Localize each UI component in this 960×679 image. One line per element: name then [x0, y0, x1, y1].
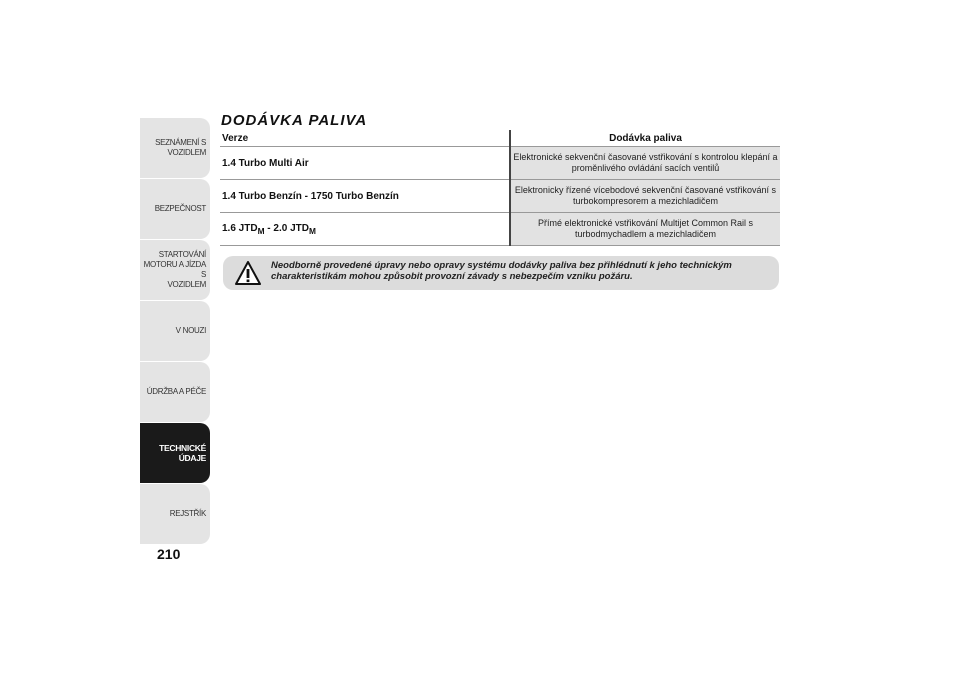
section-title: DODÁVKA PALIVA [221, 112, 368, 129]
version-subscript: M [308, 225, 316, 236]
tab-label: REJSTŘÍK [169, 509, 206, 518]
tab-udrzba-a-pece[interactable] [140, 362, 210, 422]
tab-seznameni-s-vozidlem[interactable] [140, 118, 210, 178]
supply-cell: Přímé elektronické vstřikování Multijet Common Rail s turbodmychadlem a mezichladičem [510, 213, 780, 246]
column-header-version: Verze [220, 130, 510, 147]
column-header-supply: Dodávka paliva [510, 130, 780, 147]
tab-label: ÚDRŽBA A PÉČE [146, 387, 206, 396]
supply-cell: Elektronické sekvenční časované vstřikování s kontrolou klepání a proměnlivého ovládání sacích ventilů [510, 147, 780, 180]
version-main: 1.6 JTD [222, 222, 258, 234]
tab-label: BEZPEČNOST [154, 204, 206, 213]
tab-label: SEZNÁMENÍ S VOZIDLEM [155, 138, 206, 157]
table-row [220, 147, 780, 180]
table-row [220, 213, 780, 246]
warning-text: Neodborně provedené úpravy nebo opravy systému dodávky paliva bez přihlédnutí k jeho technickým charakteristikám mohou způsobit provozní závady s nebezpečím vzniku požáru. [271, 260, 732, 282]
tab-technicke-udaje[interactable] [140, 423, 210, 483]
tab-label: V NOUZI [175, 326, 206, 335]
warning-box [223, 256, 779, 290]
tab-label: TECHNICKÉ ÚDAJE [159, 443, 206, 463]
version-separator: - 2.0 JTD [264, 222, 309, 234]
tab-startovani-motoru[interactable] [140, 240, 210, 300]
tab-bezpecnost[interactable] [140, 179, 210, 239]
version-cell [220, 213, 510, 246]
tab-rejstrik[interactable] [140, 484, 210, 544]
fuel-supply-table [220, 130, 780, 246]
supply-cell: Elektronicky řízené vícebodové sekvenční časované vstřikování s turbokompresorem a mezichladičem [510, 180, 780, 213]
tab-label: STARTOVÁNÍ MOTORU A JÍZDA S VOZIDLEM [143, 250, 206, 289]
table-row [220, 180, 780, 213]
version-cell: 1.4 Turbo Multi Air [220, 147, 510, 180]
tab-v-nouzi[interactable] [140, 301, 210, 361]
version-cell: 1.4 Turbo Benzín - 1750 Turbo Benzín [220, 180, 510, 213]
warning-triangle-icon [235, 261, 261, 285]
page-number: 210 [157, 546, 181, 562]
table-header-row [220, 130, 780, 147]
version-subscript: M [257, 225, 265, 236]
